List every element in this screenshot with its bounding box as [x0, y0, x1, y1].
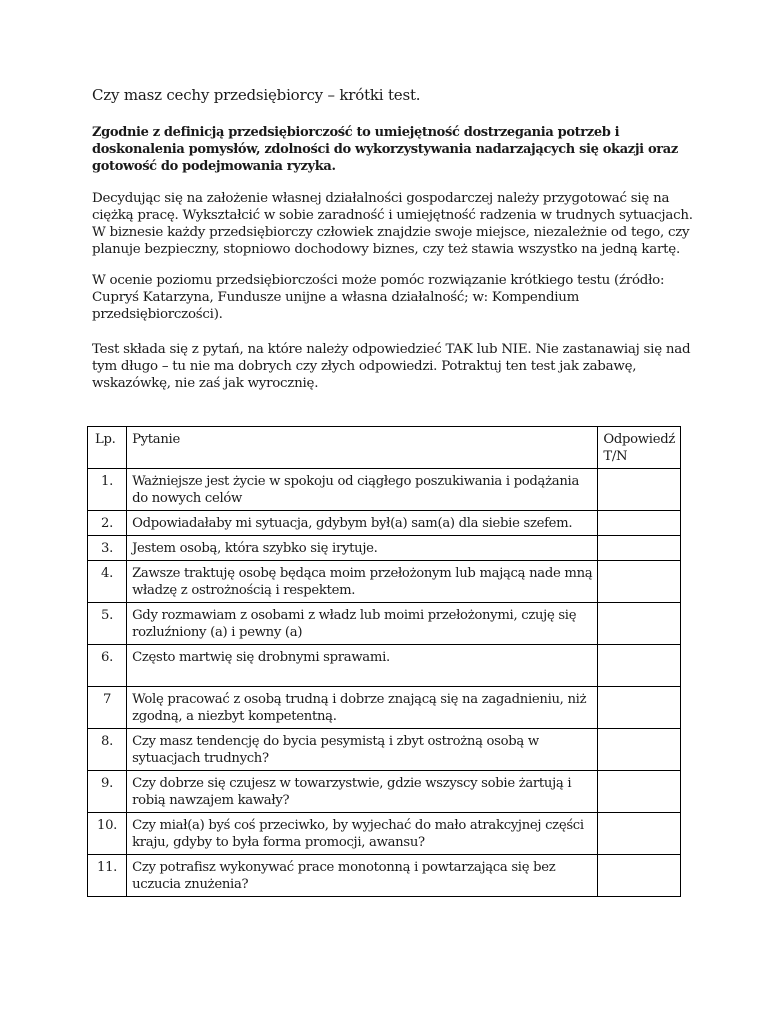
question-text-line: Czy miał(a) byś coś przeciwko, by wyjechać do mało atrakcyjnej części — [132, 818, 584, 833]
row-number: 3. — [88, 536, 127, 561]
table-row — [88, 511, 681, 536]
question-text-line: Często martwię się drobnymi sprawami. — [132, 650, 390, 665]
question-text-line: władzę z ostrożnością i respektem. — [132, 583, 356, 598]
question-cell — [127, 469, 598, 511]
answer-cell[interactable] — [598, 771, 681, 813]
paragraph-test-instructions — [92, 341, 692, 392]
paragraph-line: W biznesie każdy przedsiębiorczy człowiek znajdzie swoje miejsce, niezależnie od tego, czy — [92, 225, 690, 240]
table-row — [88, 813, 681, 855]
row-number: 6. — [88, 645, 127, 687]
intro-line: doskonalenia pomysłów, zdolności do wykorzystywania nadarzających się okazji oraz — [92, 142, 678, 157]
row-number: 8. — [88, 729, 127, 771]
paragraph-line: W ocenie poziomu przedsiębiorczości może pomóc rozwiązanie krótkiego testu (źródło: — [92, 273, 665, 288]
intro-line: gotowość do podejmowania ryzyka. — [92, 159, 336, 174]
answer-cell[interactable] — [598, 645, 681, 687]
question-cell — [127, 511, 598, 536]
question-cell — [127, 687, 598, 729]
question-text-line: Czy masz tendencję do bycia pesymistą i zbyt ostrożną osobą w — [132, 734, 539, 749]
answer-cell[interactable] — [598, 729, 681, 771]
paragraph-line: Decydując się na założenie własnej działalności gospodarczej należy przygotować się na — [92, 191, 670, 206]
paragraph-line: tym długo – tu nie ma dobrych czy złych odpowiedzi. Potraktuj ten test jak zabawę, — [92, 359, 637, 374]
answer-cell[interactable] — [598, 561, 681, 603]
answer-cell[interactable] — [598, 855, 681, 897]
row-number: 10. — [88, 813, 127, 855]
question-text-line: kraju, gdyby to była forma promocji, awansu? — [132, 835, 425, 850]
row-number: 5. — [88, 603, 127, 645]
question-text-line: Czy dobrze się czujesz w towarzystwie, gdzie wszyscy sobie żartują i — [132, 776, 572, 791]
question-text-line: uczucia znużenia? — [132, 877, 249, 892]
answer-cell[interactable] — [598, 536, 681, 561]
table-body — [88, 469, 681, 897]
table-row — [88, 729, 681, 771]
paragraph-line: wskazówkę, nie zaś jak wyrocznię. — [92, 376, 319, 391]
answer-cell[interactable] — [598, 687, 681, 729]
question-cell — [127, 561, 598, 603]
paragraph-line: planuje bezpieczny, stopniowo dochodowy biznes, czy też stawia wszystko na jedną kartę. — [92, 242, 680, 257]
paragraph-line: Cupryś Katarzyna, Fundusze unijne a własna działalność; w: Kompendium — [92, 290, 580, 305]
quiz-table — [87, 426, 681, 897]
row-number: 1. — [88, 469, 127, 511]
table-row — [88, 561, 681, 603]
question-cell — [127, 536, 598, 561]
question-text-line: sytuacjach trudnych? — [132, 751, 269, 766]
header-lp: Lp. — [88, 427, 127, 469]
document-title: Czy masz cechy przedsiębiorcy – krótki test. — [92, 86, 421, 104]
question-text-line: rozluźniony (a) i pewny (a) — [132, 625, 303, 640]
row-number: 9. — [88, 771, 127, 813]
question-text-line: Zawsze traktuję osobę będąca moim przełożonym lub mającą nade mną — [132, 566, 593, 581]
question-cell — [127, 645, 598, 687]
intro-line: Zgodnie z definicją przedsiębiorczość to umiejętność dostrzegania potrzeb i — [92, 125, 620, 140]
table-row — [88, 855, 681, 897]
paragraph-business-decision — [92, 190, 692, 258]
answer-cell[interactable] — [598, 603, 681, 645]
question-text-line: Gdy rozmawiam z osobami z władz lub moimi przełożonymi, czuję się — [132, 608, 577, 623]
question-text-line: zgodną, a niezbyt kompetentną. — [132, 709, 337, 724]
table-row — [88, 687, 681, 729]
table-header-row — [88, 427, 681, 469]
row-number: 11. — [88, 855, 127, 897]
table-row — [88, 645, 681, 687]
question-text-line: Jestem osobą, która szybko się irytuje. — [132, 541, 378, 556]
question-text-line: Odpowiadałaby mi sytuacja, gdybym był(a) sam(a) dla siebie szefem. — [132, 516, 573, 531]
paragraph-test-source — [92, 272, 692, 323]
table-row — [88, 469, 681, 511]
question-text-line: robią nawzajem kawały? — [132, 793, 290, 808]
paragraph-line: przedsiębiorczości). — [92, 307, 223, 322]
question-text-line: do nowych celów — [132, 491, 243, 506]
answer-cell[interactable] — [598, 469, 681, 511]
paragraph-line: Test składa się z pytań, na które należy odpowiedzieć TAK lub NIE. Nie zastanawiaj się nad — [92, 342, 691, 357]
row-number: 2. — [88, 511, 127, 536]
question-cell — [127, 771, 598, 813]
table-row — [88, 771, 681, 813]
header-question: Pytanie — [127, 427, 598, 469]
table-row — [88, 603, 681, 645]
answer-cell[interactable] — [598, 511, 681, 536]
question-cell — [127, 855, 598, 897]
question-cell — [127, 603, 598, 645]
intro-definition-paragraph — [92, 124, 692, 175]
row-number: 4. — [88, 561, 127, 603]
paragraph-line: ciężką pracę. Wykształcić w sobie zaradność i umiejętność radzenia w trudnych sytuacjach. — [92, 208, 693, 223]
question-cell — [127, 813, 598, 855]
answer-cell[interactable] — [598, 813, 681, 855]
question-text-line: Wolę pracować z osobą trudną i dobrze znającą się na zagadnieniu, niż — [132, 692, 587, 707]
row-number: 7 — [88, 687, 127, 729]
question-text-line: Czy potrafisz wykonywać prace monotonną i powtarzająca się bez — [132, 860, 556, 875]
question-cell — [127, 729, 598, 771]
question-text-line: Ważniejsze jest życie w spokoju od ciągłego poszukiwania i podążania — [132, 474, 580, 489]
table-row — [88, 536, 681, 561]
header-answer: Odpowiedź T/N — [598, 427, 681, 469]
